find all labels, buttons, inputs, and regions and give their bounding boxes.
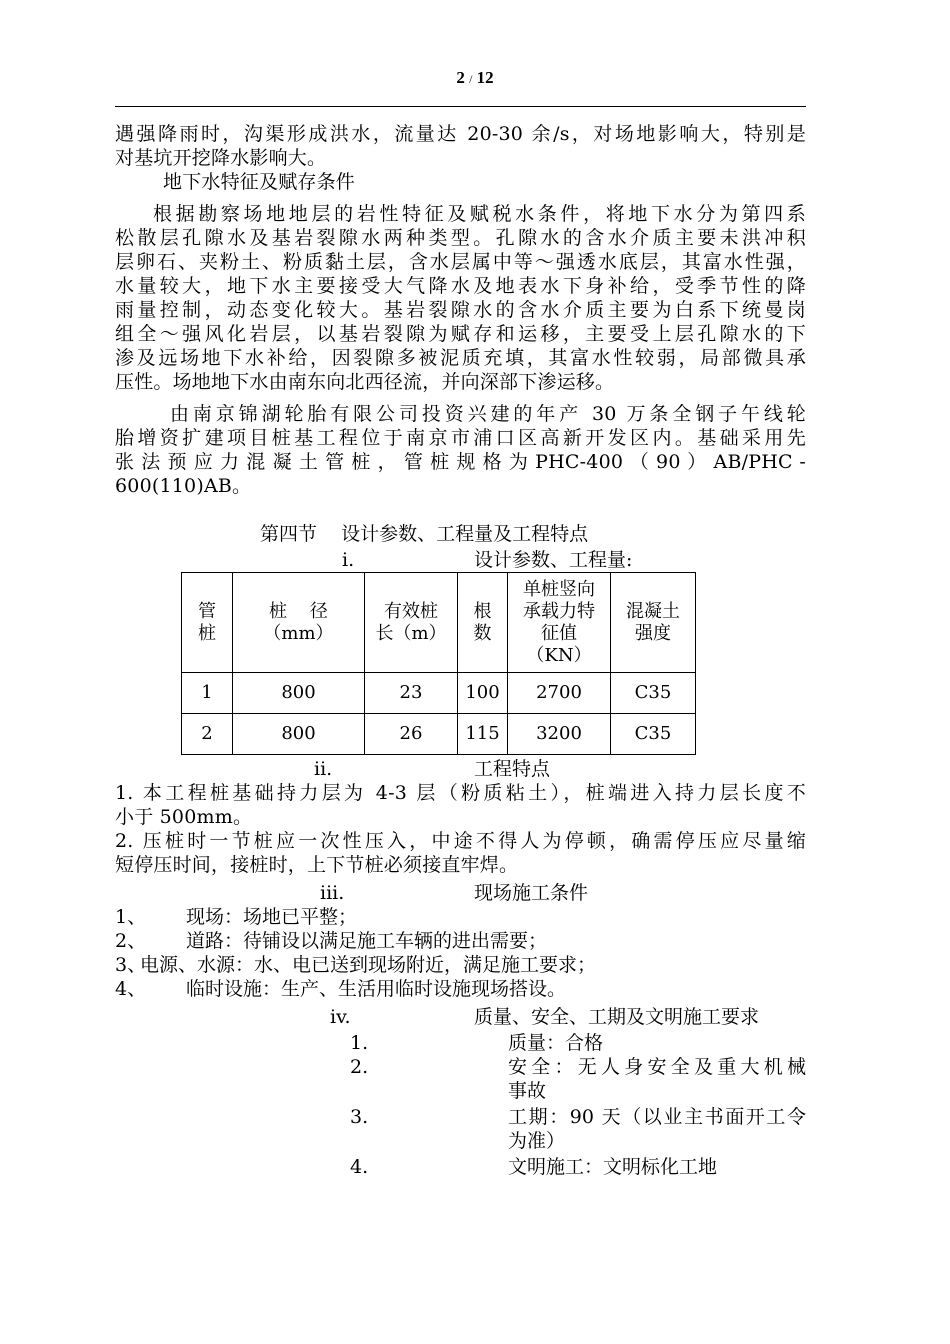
table-cell: 2700 xyxy=(508,673,611,714)
table-cell: 23 xyxy=(365,673,458,714)
table-cell: C35 xyxy=(611,714,696,755)
condition-item-text: 电源、水源：水、电已送到现场附近，满足施工要求； xyxy=(140,954,597,976)
table-header-cell: 单桩竖向 承载力特 征值 （KN） xyxy=(508,573,611,673)
table-row xyxy=(182,673,696,714)
table-cell: C35 xyxy=(611,673,696,714)
requirement-item-number: 2. xyxy=(350,1056,369,1078)
text-line: 遇强降雨时，沟渠形成洪水，流量达 20-30 余/s，对场地影响大，特别是 xyxy=(115,123,806,145)
text-line: 层卵石、夹粉土、粉质黏土层，含水层属中等～强透水底层，其富水性强， xyxy=(115,251,806,273)
condition-item-number: 4、 xyxy=(115,978,147,1000)
condition-item-number: 2、 xyxy=(115,930,147,952)
page-slash: / xyxy=(469,72,473,86)
table-header-cell: 有效桩 长（m） xyxy=(365,573,458,673)
table-cell: 800 xyxy=(233,714,365,755)
table-cell: 2 xyxy=(182,714,233,755)
table-cell: 26 xyxy=(365,714,458,755)
section-title: 第四节 设计参数、工程量及工程特点 xyxy=(260,523,589,545)
condition-item-number: 1、 xyxy=(115,906,147,928)
requirements-number: iv. xyxy=(330,1006,351,1028)
conditions-number: iii. xyxy=(320,882,345,904)
requirement-item-text: 文明施工：文明标化工地 xyxy=(508,1156,718,1178)
condition-item-text: 临时设施：生产、生活用临时设施现场搭设。 xyxy=(186,978,567,1000)
requirement-item-number: 3. xyxy=(350,1106,369,1128)
table-cell: 100 xyxy=(458,673,508,714)
text-line: 600(110)AB。 xyxy=(115,475,252,497)
text-line: 松散层孔隙水及基岩裂隙水两种类型。孔隙水的含水介质主要未洪冲积 xyxy=(115,227,806,249)
table-header-cell: 管 桩 xyxy=(182,573,233,673)
condition-item-text: 现场：场地已平整； xyxy=(186,906,358,928)
text-line: 组全～强风化岩层，以基岩裂隙为赋存和运移，主要受上层孔隙水的下 xyxy=(115,323,806,345)
requirement-item-text: 质量：合格 xyxy=(508,1032,604,1054)
feature-line: 短停压时间，接桩时，上下节桩必须接直牢焊。 xyxy=(115,854,519,876)
header-rule xyxy=(115,106,806,107)
requirements-title: 质量、安全、工期及文明施工要求 xyxy=(474,1006,760,1028)
text-line: 压性。场地地下水由南东向北西径流，并向深部下渗运移。 xyxy=(115,371,615,393)
requirement-item-number: 4. xyxy=(350,1156,369,1178)
text-line: 对基坑开挖降水影响大。 xyxy=(115,147,327,169)
table-header-cell: 混凝土 强度 xyxy=(611,573,696,673)
text-line: 张 法 预 应 力 混 凝 土 管 桩 ， 管 桩 规 格 为 PHC-400 （ 90 ） AB/PHC - xyxy=(115,451,806,473)
features-number: ii. xyxy=(314,758,333,780)
requirement-item-text: 工期：90 天（以业主书面开工令 xyxy=(508,1106,806,1128)
subsection-title: 设计参数、工程量: xyxy=(474,549,633,571)
requirement-item-text: 事故 xyxy=(508,1080,547,1102)
table-row xyxy=(182,714,696,755)
condition-item-number: 3、 xyxy=(115,954,147,976)
table-header-cell: 桩 径 （mm） xyxy=(233,573,365,673)
features-title: 工程特点 xyxy=(474,758,551,780)
text-line: 根据勘察场地地层的岩性特征及赋税水条件，将地下水分为第四系 xyxy=(153,203,806,225)
requirement-item-text: 为准） xyxy=(508,1130,566,1152)
page-number xyxy=(0,68,950,88)
table-header-row xyxy=(182,573,696,673)
feature-line: 1. 本工程桩基础持力层为 4-3 层（粉质粘土），桩端进入持力层长度不 xyxy=(115,782,806,804)
condition-item-text: 道路：待铺设以满足施工车辆的进出需要； xyxy=(186,930,548,952)
text-line: 由南京锦湖轮胎有限公司投资兴建的年产 30 万条全钢子午线轮 xyxy=(170,403,806,425)
table-cell: 1 xyxy=(182,673,233,714)
requirement-item-text: 安全：无人身安全及重大机械 xyxy=(508,1056,806,1078)
table-cell: 800 xyxy=(233,673,365,714)
table-header-cell: 根 数 xyxy=(458,573,508,673)
text-line: 胎增资扩建项目桩基工程位于南京市浦口区高新开发区内。基础采用先 xyxy=(115,427,806,449)
table-cell: 3200 xyxy=(508,714,611,755)
text-line: 水量较大，地下水主要接受大气降水及地表水下身补给，受季节性的降 xyxy=(115,275,806,297)
page-current: 2 xyxy=(456,68,465,87)
design-parameter-table xyxy=(181,572,696,755)
conditions-title: 现场施工条件 xyxy=(474,882,589,904)
table-cell: 115 xyxy=(458,714,508,755)
feature-line: 2. 压桩时一节桩应一次性压入，中途不得人为停顿，确需停压应尽量缩 xyxy=(115,830,806,852)
page-total: 12 xyxy=(476,68,494,87)
requirement-item-number: 1. xyxy=(350,1032,369,1054)
text-line: 雨量控制，动态变化较大。基岩裂隙水的含水介质主要为白系下统曼岗 xyxy=(115,299,806,321)
subsection-number: i. xyxy=(342,549,355,571)
text-line: 渗及远场地下水补给，因裂隙多被泥质充填，其富水性较弱，局部微具承 xyxy=(115,347,806,369)
feature-line: 小于 500mm。 xyxy=(115,806,253,828)
subheading-groundwater: 地下水特征及赋存条件 xyxy=(163,171,356,193)
